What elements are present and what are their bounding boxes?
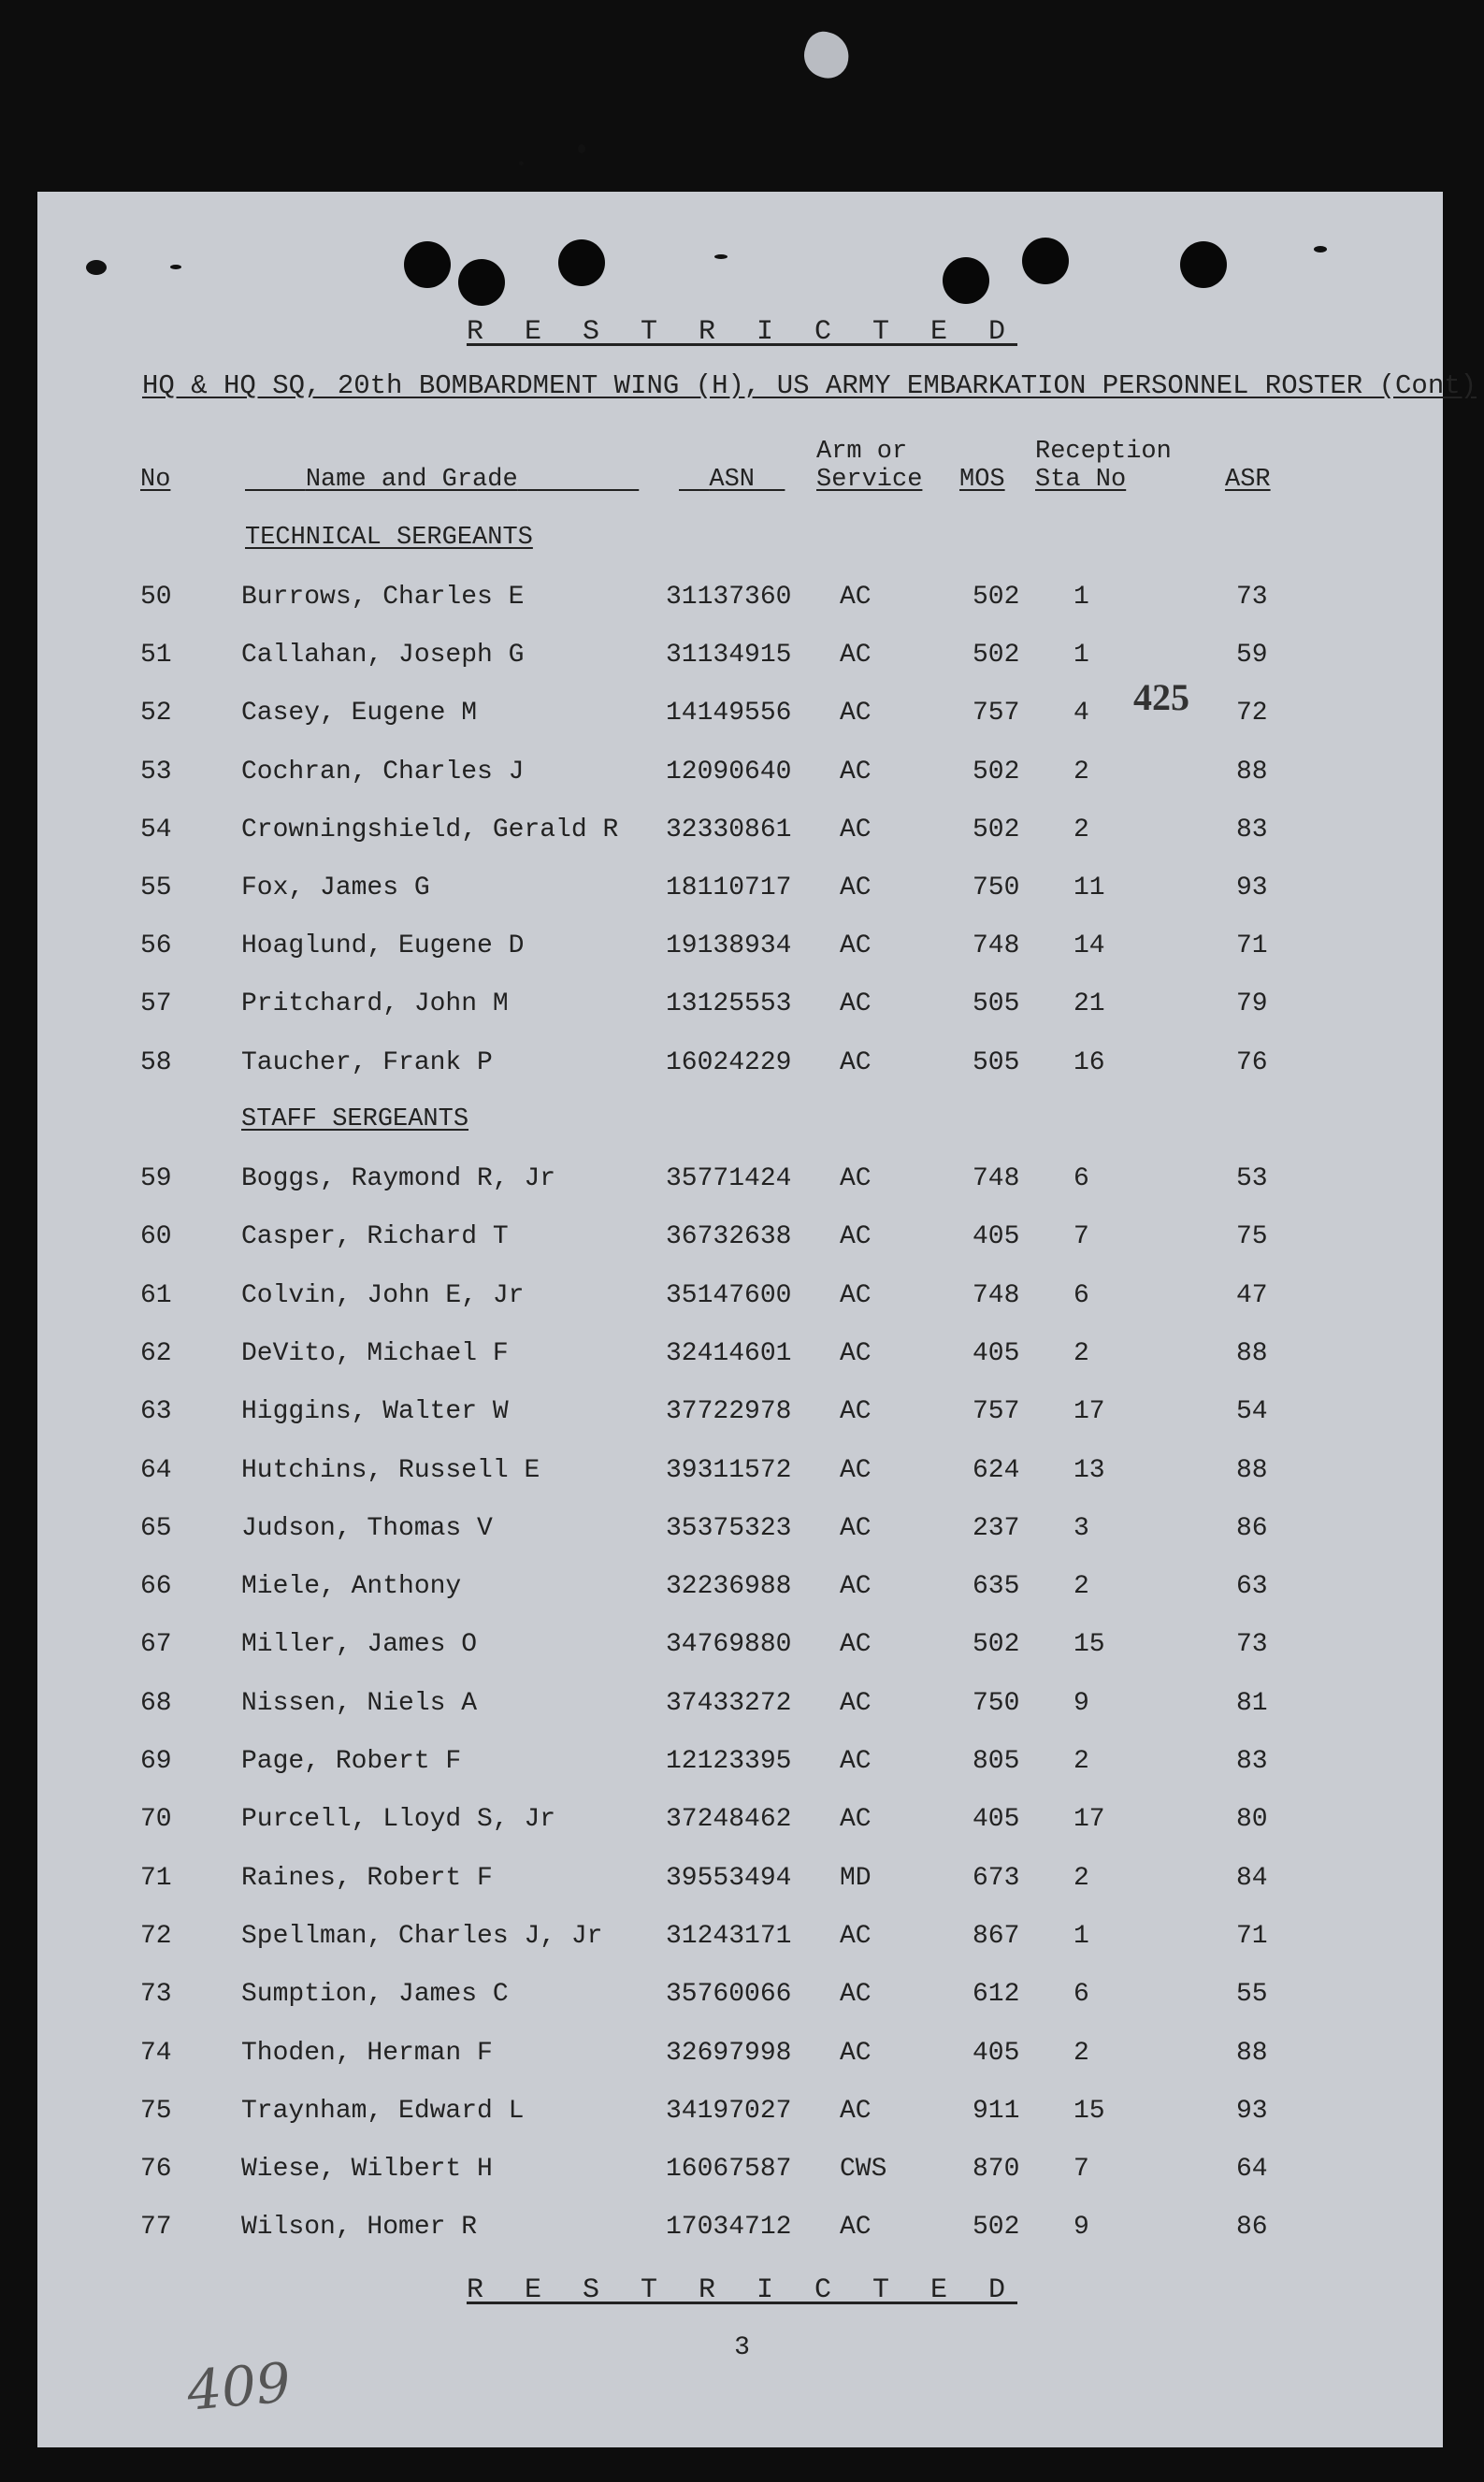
cell-sta: 16 — [1073, 1047, 1105, 1077]
cell-sta: 2 — [1073, 815, 1089, 844]
column-header-arm-line2: Service — [816, 466, 923, 494]
column-header-mos — [959, 466, 1005, 494]
cell-arm: AC — [840, 931, 872, 961]
table-row — [0, 1219, 1484, 1256]
cell-asn: 12123395 — [666, 1747, 792, 1776]
table-row — [0, 1452, 1484, 1490]
table-row — [0, 695, 1484, 732]
cell-name: Nissen, Niels A — [241, 1688, 478, 1718]
cell-asn: 31134915 — [666, 641, 792, 671]
cell-mos: 870 — [973, 2155, 1020, 2185]
cell-arm: AC — [840, 1047, 872, 1077]
cell-no: 50 — [140, 583, 172, 612]
cell-arm: AC — [840, 1222, 872, 1252]
cell-name: Casey, Eugene M — [241, 699, 478, 729]
cell-asn: 18110717 — [666, 873, 792, 902]
cell-sta: 13 — [1073, 1455, 1105, 1485]
cell-no: 65 — [140, 1513, 172, 1543]
cell-asn: 34769880 — [666, 1630, 792, 1660]
cell-sta: 6 — [1073, 1164, 1089, 1193]
column-header-sta-line2: Sta No — [1035, 466, 1127, 494]
column-header-sta-line1: Reception — [1035, 438, 1172, 466]
cell-asr: 86 — [1236, 1513, 1268, 1543]
cell-asr: 59 — [1236, 641, 1268, 671]
cell-asr: 73 — [1236, 1630, 1268, 1660]
cell-asr: 93 — [1236, 873, 1268, 902]
cell-asr: 71 — [1236, 931, 1268, 961]
cell-no: 68 — [140, 1688, 172, 1718]
cell-asn: 32330861 — [666, 815, 792, 844]
cell-sta: 15 — [1073, 1630, 1105, 1660]
cell-asr: 71 — [1236, 1921, 1268, 1951]
cell-asr: 86 — [1236, 2213, 1268, 2243]
cell-sta: 4 — [1073, 699, 1089, 729]
column-header-arm-line1: Arm or — [816, 438, 908, 466]
cell-name: Fox, James G — [241, 873, 430, 902]
section-staff-sergeants: STAFF SERGEANTS — [241, 1105, 469, 1133]
cell-name: Colvin, John E, Jr — [241, 1280, 525, 1310]
cell-asr: 79 — [1236, 989, 1268, 1019]
cell-no: 64 — [140, 1455, 172, 1485]
table-row — [0, 1626, 1484, 1664]
cell-name: Purcell, Lloyd S, Jr — [241, 1805, 556, 1835]
cell-arm: AC — [840, 1921, 872, 1951]
cell-sta: 2 — [1073, 1747, 1089, 1776]
cell-no: 74 — [140, 2038, 172, 2068]
cell-name: Cochran, Charles J — [241, 757, 525, 786]
margin-mark — [86, 260, 107, 275]
cell-sta: 1 — [1073, 1921, 1089, 1951]
cell-name: DeVito, Michael F — [241, 1338, 509, 1368]
table-row — [0, 1568, 1484, 1606]
cell-mos: 405 — [973, 1222, 1020, 1252]
table-row — [0, 637, 1484, 674]
cell-asr: 88 — [1236, 1338, 1268, 1368]
cell-name: Callahan, Joseph G — [241, 641, 525, 671]
cell-asn: 16024229 — [666, 1047, 792, 1077]
cell-mos: 748 — [973, 1280, 1020, 1310]
cell-mos: 405 — [973, 1338, 1020, 1368]
column-header-asn-text: ASN — [709, 466, 756, 494]
cell-asr: 55 — [1236, 1980, 1268, 2010]
cell-mos: 405 — [973, 2038, 1020, 2068]
cell-asn: 32697998 — [666, 2038, 792, 2068]
column-header-arm — [816, 438, 922, 494]
cell-arm: AC — [840, 1280, 872, 1310]
cell-asn: 37433272 — [666, 1688, 792, 1718]
cell-mos: 635 — [973, 1572, 1020, 1602]
cell-name: Casper, Richard T — [241, 1222, 509, 1252]
cell-mos: 673 — [973, 1863, 1020, 1893]
restricted-header: R E S T R I C T E D — [466, 316, 1018, 348]
cell-sta: 1 — [1073, 583, 1089, 612]
cell-asn: 19138934 — [666, 931, 792, 961]
table-row — [0, 2035, 1484, 2072]
column-header-mos-label: MOS — [959, 466, 1005, 494]
cell-asr: 93 — [1236, 2096, 1268, 2126]
cell-asn: 32414601 — [666, 1338, 792, 1368]
cell-name: Wilson, Homer R — [241, 2213, 478, 2243]
cell-no: 61 — [140, 1280, 172, 1310]
cell-asr: 64 — [1236, 2155, 1268, 2185]
dust-speck — [519, 161, 524, 166]
cell-asn: 39553494 — [666, 1863, 792, 1893]
page-number: 3 — [734, 2333, 750, 2362]
cell-mos: 624 — [973, 1455, 1020, 1485]
cell-sta: 2 — [1073, 1863, 1089, 1893]
torn-paper-fragment — [799, 27, 855, 83]
cell-no: 60 — [140, 1222, 172, 1252]
cell-sta: 9 — [1073, 1688, 1089, 1718]
cell-sta: 3 — [1073, 1513, 1089, 1543]
table-row — [0, 1918, 1484, 1955]
cell-no: 71 — [140, 1863, 172, 1893]
column-header-name-label — [245, 466, 639, 494]
cell-mos: 757 — [973, 1397, 1020, 1427]
cell-arm: AC — [840, 583, 872, 612]
cell-name: Wiese, Wilbert H — [241, 2155, 493, 2185]
cell-sta: 15 — [1073, 2096, 1105, 2126]
cell-asn: 39311572 — [666, 1455, 792, 1485]
section-technical-sergeants: TECHNICAL SERGEANTS — [245, 524, 533, 552]
cell-sta: 2 — [1073, 2038, 1089, 2068]
stamp-number: 425 — [1133, 676, 1189, 718]
cell-asr: 47 — [1236, 1280, 1268, 1310]
cell-asr: 72 — [1236, 699, 1268, 729]
cell-asn: 31137360 — [666, 583, 792, 612]
cell-sta: 2 — [1073, 757, 1089, 786]
table-row — [0, 870, 1484, 907]
cell-sta: 21 — [1073, 989, 1105, 1019]
table-row — [0, 1510, 1484, 1548]
punch-hole-icon — [1180, 241, 1227, 288]
cell-no: 77 — [140, 2213, 172, 2243]
cell-asn: 32236988 — [666, 1572, 792, 1602]
cell-no: 72 — [140, 1921, 172, 1951]
punch-hole-icon — [404, 241, 451, 288]
table-row — [0, 2151, 1484, 2188]
cell-asn: 35375323 — [666, 1513, 792, 1543]
cell-asn: 36732638 — [666, 1222, 792, 1252]
cell-no: 76 — [140, 2155, 172, 2185]
cell-asr: 63 — [1236, 1572, 1268, 1602]
cell-mos: 750 — [973, 1688, 1020, 1718]
cell-no: 63 — [140, 1397, 172, 1427]
cell-mos: 748 — [973, 931, 1020, 961]
cell-mos: 502 — [973, 2213, 1020, 2243]
cell-name: Hutchins, Russell E — [241, 1455, 540, 1485]
cell-mos: 502 — [973, 583, 1020, 612]
cell-arm: AC — [840, 989, 872, 1019]
cell-sta: 1 — [1073, 641, 1089, 671]
cell-mos: 757 — [973, 699, 1020, 729]
cell-arm: AC — [840, 1747, 872, 1776]
restricted-footer: R E S T R I C T E D — [466, 2274, 1018, 2306]
cell-arm: AC — [840, 1338, 872, 1368]
cell-asn: 37248462 — [666, 1805, 792, 1835]
column-header-no-label: No — [140, 466, 171, 494]
cell-name: Burrows, Charles E — [241, 583, 525, 612]
cell-arm: AC — [840, 1688, 872, 1718]
column-header-asn — [679, 466, 785, 494]
cell-asr: 88 — [1236, 1455, 1268, 1485]
cell-arm: AC — [840, 757, 872, 786]
cell-asr: 88 — [1236, 2038, 1268, 2068]
cell-asr: 54 — [1236, 1397, 1268, 1427]
cell-name: Boggs, Raymond R, Jr — [241, 1164, 556, 1193]
table-row — [0, 1161, 1484, 1198]
cell-sta: 17 — [1073, 1805, 1105, 1835]
cell-arm: CWS — [840, 2155, 887, 2185]
cell-sta: 6 — [1073, 1280, 1089, 1310]
column-header-asr — [1225, 466, 1271, 494]
cell-asr: 73 — [1236, 583, 1268, 612]
cell-no: 55 — [140, 873, 172, 902]
cell-mos: 405 — [973, 1805, 1020, 1835]
cell-arm: AC — [840, 1513, 872, 1543]
dust-speck — [578, 144, 585, 153]
cell-mos: 750 — [973, 873, 1020, 902]
cell-no: 51 — [140, 641, 172, 671]
cell-asn: 14149556 — [666, 699, 792, 729]
cell-name: Miele, Anthony — [241, 1572, 462, 1602]
table-row — [0, 1335, 1484, 1373]
cell-mos: 502 — [973, 1630, 1020, 1660]
handwritten-annotation: 409 — [184, 2350, 294, 2423]
roster-title: HQ & HQ SQ, 20th BOMBARDMENT WING (H), US ARMY EMBARKATION PERSONNEL ROSTER (Cont) — [142, 370, 1477, 401]
cell-mos: 505 — [973, 1047, 1020, 1077]
cell-no: 59 — [140, 1164, 172, 1193]
cell-name: Judson, Thomas V — [241, 1513, 493, 1543]
cell-asn: 31243171 — [666, 1921, 792, 1951]
column-header-name-text: Name and Grade — [305, 466, 518, 494]
cell-no: 57 — [140, 989, 172, 1019]
cell-no: 75 — [140, 2096, 172, 2126]
punch-hole-icon — [558, 239, 605, 286]
table-row — [0, 2093, 1484, 2130]
cell-name: Page, Robert F — [241, 1747, 462, 1776]
cell-asr: 76 — [1236, 1047, 1268, 1077]
cell-name: Miller, James O — [241, 1630, 478, 1660]
cell-no: 62 — [140, 1338, 172, 1368]
cell-arm: AC — [840, 873, 872, 902]
table-row — [0, 1976, 1484, 2013]
table-row — [0, 928, 1484, 965]
cell-arm: AC — [840, 699, 872, 729]
table-row — [0, 579, 1484, 616]
cell-name: Taucher, Frank P — [241, 1047, 493, 1077]
cell-name: Crowningshield, Gerald R — [241, 815, 619, 844]
cell-mos: 805 — [973, 1747, 1020, 1776]
cell-no: 70 — [140, 1805, 172, 1835]
cell-arm: AC — [840, 1805, 872, 1835]
column-header-asn-label — [679, 466, 785, 494]
cell-asn: 35147600 — [666, 1280, 792, 1310]
punch-hole-icon — [1022, 238, 1069, 284]
cell-arm: AC — [840, 2213, 872, 2243]
margin-mark — [170, 265, 181, 269]
cell-mos: 867 — [973, 1921, 1020, 1951]
cell-arm: AC — [840, 815, 872, 844]
cell-mos: 237 — [973, 1513, 1020, 1543]
cell-arm: AC — [840, 1164, 872, 1193]
cell-mos: 502 — [973, 815, 1020, 844]
cell-no: 58 — [140, 1047, 172, 1077]
cell-no: 52 — [140, 699, 172, 729]
table-row — [0, 1277, 1484, 1315]
cell-no: 66 — [140, 1572, 172, 1602]
cell-sta: 14 — [1073, 931, 1105, 961]
cell-arm: AC — [840, 2038, 872, 2068]
cell-asr: 75 — [1236, 1222, 1268, 1252]
cell-asn: 37722978 — [666, 1397, 792, 1427]
table-row — [0, 986, 1484, 1023]
table-row — [0, 1801, 1484, 1839]
cell-mos: 502 — [973, 757, 1020, 786]
table-row — [0, 754, 1484, 791]
margin-mark — [1314, 246, 1327, 253]
cell-asr: 88 — [1236, 757, 1268, 786]
cell-no: 73 — [140, 1980, 172, 2010]
cell-sta: 2 — [1073, 1572, 1089, 1602]
cell-name: Raines, Robert F — [241, 1863, 493, 1893]
cell-sta: 7 — [1073, 1222, 1089, 1252]
column-header-sta — [1035, 438, 1172, 494]
cell-arm: AC — [840, 1980, 872, 2010]
cell-asn: 12090640 — [666, 757, 792, 786]
cell-no: 54 — [140, 815, 172, 844]
column-header-name — [245, 466, 639, 494]
cell-asr: 81 — [1236, 1688, 1268, 1718]
table-row — [0, 812, 1484, 849]
cell-mos: 505 — [973, 989, 1020, 1019]
cell-mos: 502 — [973, 641, 1020, 671]
cell-mos: 612 — [973, 1980, 1020, 2010]
cell-name: Hoaglund, Eugene D — [241, 931, 525, 961]
cell-arm: AC — [840, 1397, 872, 1427]
cell-no: 69 — [140, 1747, 172, 1776]
cell-sta: 9 — [1073, 2213, 1089, 2243]
cell-sta: 17 — [1073, 1397, 1105, 1427]
cell-arm: AC — [840, 1630, 872, 1660]
cell-sta: 6 — [1073, 1980, 1089, 2010]
cell-no: 56 — [140, 931, 172, 961]
cell-name: Pritchard, John M — [241, 989, 509, 1019]
cell-sta: 7 — [1073, 2155, 1089, 2185]
table-row — [0, 1685, 1484, 1723]
table-row — [0, 2209, 1484, 2246]
table-row — [0, 1743, 1484, 1781]
table-row — [0, 1860, 1484, 1898]
cell-name: Thoden, Herman F — [241, 2038, 493, 2068]
cell-arm: AC — [840, 1572, 872, 1602]
cell-no: 53 — [140, 757, 172, 786]
cell-asn: 16067587 — [666, 2155, 792, 2185]
cell-asn: 35760066 — [666, 1980, 792, 2010]
cell-asr: 83 — [1236, 1747, 1268, 1776]
cell-mos: 911 — [973, 2096, 1020, 2126]
cell-name: Spellman, Charles J, Jr — [241, 1921, 603, 1951]
column-header-asr-label: ASR — [1225, 466, 1271, 494]
cell-sta: 2 — [1073, 1338, 1089, 1368]
margin-mark — [714, 254, 728, 259]
punch-hole-icon — [943, 257, 989, 304]
cell-asn: 34197027 — [666, 2096, 792, 2126]
cell-arm: MD — [840, 1863, 872, 1893]
cell-asr: 83 — [1236, 815, 1268, 844]
cell-asr: 80 — [1236, 1805, 1268, 1835]
cell-arm: AC — [840, 2096, 872, 2126]
cell-name: Higgins, Walter W — [241, 1397, 509, 1427]
cell-asr: 53 — [1236, 1164, 1268, 1193]
cell-sta: 11 — [1073, 873, 1105, 902]
table-row — [0, 1393, 1484, 1431]
cell-asr: 84 — [1236, 1863, 1268, 1893]
cell-name: Traynham, Edward L — [241, 2096, 525, 2126]
cell-arm: AC — [840, 1455, 872, 1485]
table-row — [0, 1045, 1484, 1082]
cell-no: 67 — [140, 1630, 172, 1660]
column-header-no — [140, 466, 170, 494]
cell-arm: AC — [840, 641, 872, 671]
punch-hole-icon — [458, 259, 505, 306]
cell-asn: 13125553 — [666, 989, 792, 1019]
cell-asn: 17034712 — [666, 2213, 792, 2243]
cell-name: Sumption, James C — [241, 1980, 509, 2010]
cell-asn: 35771424 — [666, 1164, 792, 1193]
cell-mos: 748 — [973, 1164, 1020, 1193]
